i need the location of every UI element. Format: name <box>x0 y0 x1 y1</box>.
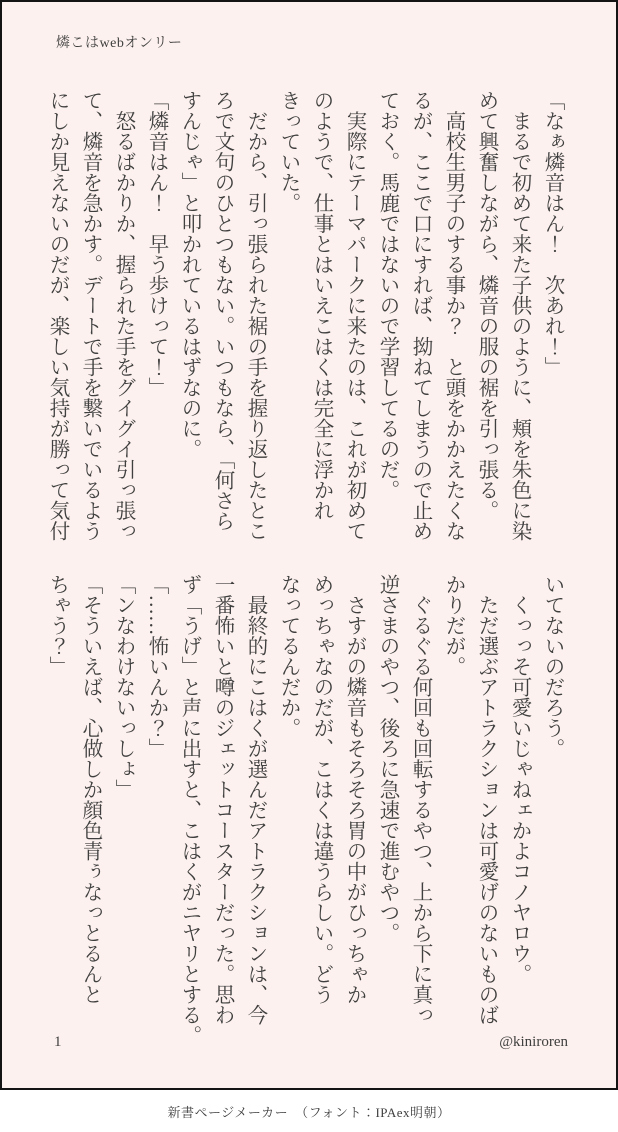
text-line: ず「うげ」と声に出すと、こはくがニヤリとする。 <box>178 574 200 1046</box>
text-line: なってるんだか。 <box>277 574 299 738</box>
text-line: ただ選ぶアトラクションは可愛げのないものば <box>475 574 497 1025</box>
text-line: 最終的にこはくが選んだアトラクションは、今 <box>244 574 266 1025</box>
text-line: いてないのだろう。 <box>541 574 563 759</box>
text-line: きっていた。 <box>277 90 299 213</box>
text-line: ぐるぐる何回も回転するやつ、上から下に真っ <box>409 574 431 1025</box>
page-number: 1 <box>54 1034 62 1050</box>
text-line: 「なぁ燐音はん！ 次あれ！」 <box>541 90 563 377</box>
text-line: かりだが。 <box>442 574 464 677</box>
text-line: のようで、仕事とはいえこはくは完全に浮かれ <box>310 90 332 521</box>
text-line: 「燐音はん！ 早う歩けって！」 <box>145 90 167 398</box>
generator-caption-bar <box>0 1090 618 1132</box>
author-handle: @kiniroren <box>499 1034 568 1050</box>
text-line: 「……怖いんか？」 <box>145 574 167 759</box>
generator-caption: 新書ページメーカー （フォント：IPAex明朝） <box>167 1104 451 1120</box>
text-line: ろで文句のひとつもない。いつもなら、「何さら <box>211 90 233 531</box>
text-line: るが、ここで口にすれば、拗ねてしまうので止め <box>409 90 431 541</box>
text-line: て、燐音を急かす。デートで手を繋いでいるよう <box>79 90 101 541</box>
vertical-text-block-bottom <box>40 574 568 1056</box>
text-line: 高校生男子のする事か？ と頭をかかえたくな <box>442 90 464 541</box>
text-line: めて興奮しながら、燐音の服の裾を引っ張る。 <box>475 90 497 521</box>
text-line: にしか見えないのだが、楽しい気持が勝って気付 <box>46 90 68 541</box>
text-line: 「ンなわけないっしょ」 <box>112 574 134 800</box>
text-line: 怒るばかりか、握られた手をグイグイ引っ張っ <box>112 90 134 541</box>
text-line: ちゃう？」 <box>46 574 68 677</box>
text-line: まるで初めて来た子供のように、頬を朱色に染 <box>508 90 530 541</box>
text-line: 一番怖いと噂のジェットコースターだった。思わ <box>211 574 233 1025</box>
text-line: くっっそ可愛いじゃねェかよコノヤロウ。 <box>508 574 530 984</box>
text-line: 「そういえば、心做しか顔色青ぅなっとるんと <box>79 574 101 1005</box>
text-line: 実際にテーマパークに来たのは、これが初めて <box>343 90 365 541</box>
text-line: ておく。馬鹿ではないので学習してるのだ。 <box>376 90 398 500</box>
text-line: すんじゃ」と叩かれているはずなのに。 <box>178 90 200 459</box>
vertical-text-block-top <box>40 90 568 572</box>
text-line: 逆さまのやつ、後ろに急速で進むやつ。 <box>376 574 398 943</box>
event-title: 燐こはwebオンリー <box>56 36 183 51</box>
text-line: だから、引っ張られた裾の手を握り返したとこ <box>244 90 266 541</box>
text-line: めっちゃなのだが、こはくは違うらしい。どう <box>310 574 332 1005</box>
text-line: さすがの燐音もそろそろ胃の中がひっちゃか <box>343 574 365 1005</box>
